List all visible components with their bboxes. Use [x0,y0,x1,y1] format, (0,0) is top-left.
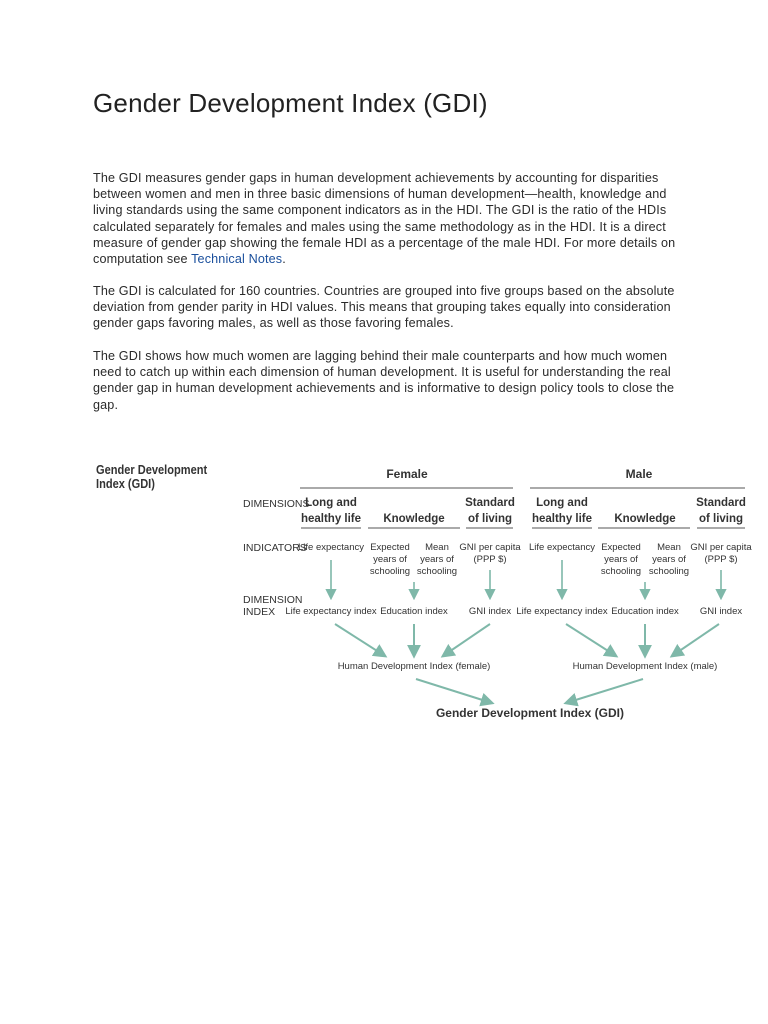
female-ind-mean-1: Mean [425,542,449,553]
female-arrow-gni-hdi [443,624,490,656]
male-ind-expected-3: schooling [600,566,642,577]
row-label-dimension-index-1: DIMENSION [243,594,303,606]
male-idx-edu: Education index [611,606,679,617]
male-hdi: Human Development Index (male) [572,661,718,672]
diagram-title-line1: Gender Development [96,462,208,477]
page-title: Gender Development Index (GDI) [93,88,488,118]
row-label-dimensions: DIMENSIONS [243,498,310,510]
row-label-dimension-index-2: INDEX [243,606,276,618]
male-ind-gni-2: (PPP $) [704,554,738,565]
female-dim-knowledge: Knowledge [383,513,445,525]
male-dim-knowledge: Knowledge [614,513,676,525]
female-ind-gni-2: (PPP $) [473,554,507,565]
male-dim-living-2: of living [698,513,744,525]
male-dim-living-1: Standard [696,497,746,509]
male-ind-mean-3: schooling [648,566,690,577]
paragraph-countries: The GDI is calculated for 160 countries. Countries are grouped into five groups based on the absolute deviation from gender parity in HDI values. This means that grouping takes equally into consideration gender gaps favoring males, as well as those favoring females. [93,284,675,331]
female-header: Female [386,467,428,481]
female-dim-living-2: of living [467,513,513,525]
female-ind-expected-2: years of [373,554,407,565]
technical-notes-link[interactable]: Technical Notes [191,252,283,267]
male-header: Male [625,467,653,481]
paragraph-intro-text: The GDI measures gender gaps in human development achievements by accounting for disparities between women and men in three basic dimensions of human development—health, knowledge and living standards using the same component indicators as in the HDI. The GDI is the ratio of the HDIs calculated separately for females and males using the same methodology as in the HDI. It is a direct measure of gender gap showing the female HDI as a percentage of the male HDI. For more details on computation see [93,171,676,267]
female-arrow-hdi-gdi [416,679,492,703]
female-idx-life: Life expectancy index [285,606,377,617]
female-idx-edu: Education index [380,606,448,617]
female-ind-mean-3: schooling [416,566,458,577]
row-label-indicators: INDICATORS [243,542,307,554]
male-idx-life: Life expectancy index [516,606,608,617]
female-arrow-life-hdi [335,624,385,656]
female-ind-life: Life expectancy [297,542,365,553]
male-dim-health-1: Long and [536,497,588,509]
female-ind-mean-2: years of [420,554,454,565]
paragraph-usefulness: The GDI shows how much women are lagging behind their male counterparts and how much women need to catch up within each dimension of human development. It is useful for understanding the real gender gap in human development achievements and is informative to design policy tools to close the gap. [93,349,675,412]
male-arrow-gni-hdi [672,624,719,656]
female-ind-expected-3: schooling [369,566,411,577]
male-ind-expected-2: years of [604,554,638,565]
paragraph-intro-end: . [282,252,286,267]
female-ind-gni-1: GNI per capita [459,542,521,553]
male-ind-mean-2: years of [652,554,686,565]
male-idx-gni: GNI index [699,606,743,617]
female-hdi: Human Development Index (female) [337,661,491,672]
female-ind-expected-1: Expected [370,542,410,553]
male-ind-expected-1: Expected [601,542,641,553]
male-arrow-life-hdi [566,624,616,656]
male-ind-mean-1: Mean [657,542,681,553]
female-dim-health-1: Long and [305,497,357,509]
gdi-final-label: Gender Development Index (GDI) [435,706,625,720]
male-dim-health-2: healthy life [531,513,593,525]
male-arrow-hdi-gdi [566,679,643,703]
female-dim-living-1: Standard [465,497,515,509]
female-dim-health-2: healthy life [300,513,362,525]
male-ind-gni-1: GNI per capita [690,542,752,553]
female-idx-gni: GNI index [468,606,512,617]
male-ind-life: Life expectancy [528,542,596,553]
diagram-title-line2: Index (GDI) [96,476,155,491]
